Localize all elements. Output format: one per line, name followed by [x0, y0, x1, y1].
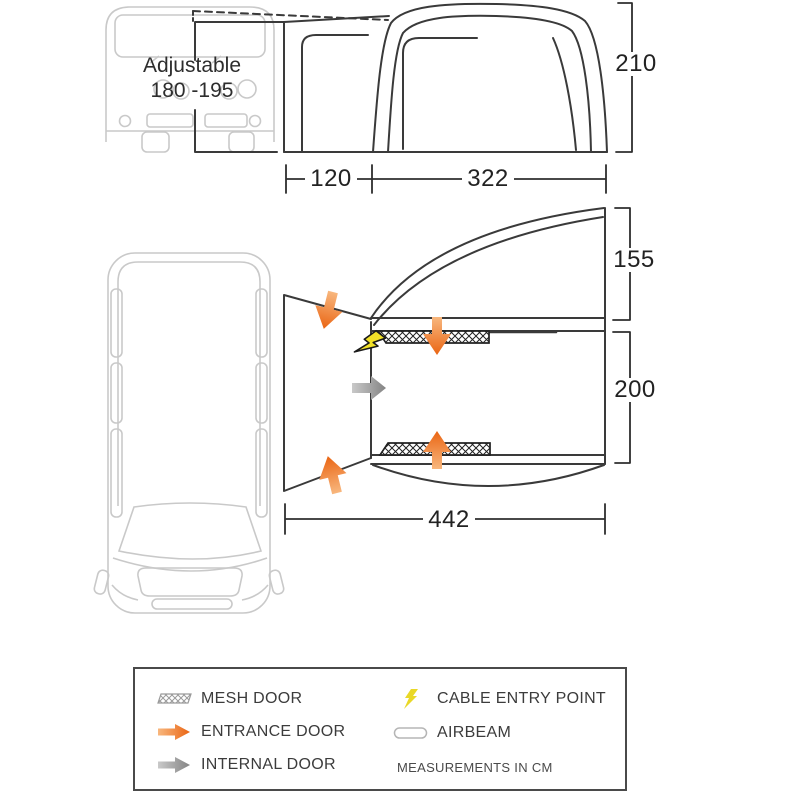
mesh-door-icon — [155, 692, 195, 706]
tunnel-door-line — [302, 35, 368, 152]
legend-label-internal-door: INTERNAL DOOR — [201, 756, 336, 773]
dimension-total-width-442: 442 — [423, 508, 475, 532]
legend-label-airbeam: AIRBEAM — [437, 724, 512, 741]
dimension-canopy-depth-155: 155 — [607, 248, 661, 272]
mesh-door-arrow-top — [423, 317, 451, 355]
dimension-room-depth-200: 200 — [608, 378, 662, 402]
adjustable-label-line1: Adjustable — [142, 54, 242, 77]
airbeam-icon — [391, 726, 431, 740]
dimension-height-210: 210 — [608, 52, 664, 76]
internal-door-arrow — [352, 376, 386, 400]
awning-window-line-right — [553, 38, 576, 150]
airbeam-arch-outer — [373, 4, 607, 152]
legend-row-entrance-door — [155, 720, 345, 744]
legend-label-cable-entry: CABLE ENTRY POINT — [437, 690, 606, 707]
dimension-tunnel-width-120: 120 — [305, 167, 357, 191]
legend-row-internal-door — [155, 753, 336, 777]
legend-box — [133, 667, 627, 791]
rear-wall-band — [371, 455, 605, 464]
rear-curve — [373, 465, 604, 486]
awning-window-line-left — [403, 38, 477, 149]
cable-entry-icon — [391, 688, 431, 710]
legend-row-airbeam — [391, 721, 511, 745]
entrance-door-icon — [155, 723, 195, 741]
canopy-curve-outer — [371, 208, 604, 318]
legend-label-entrance-door: ENTRANCE DOOR — [201, 723, 346, 740]
legend-label-mesh-door: MESH DOOR — [201, 690, 303, 707]
tunnel-side — [284, 16, 389, 152]
van-top-outline — [93, 253, 285, 613]
entrance-door-arrow-bottom — [314, 453, 350, 497]
adjustable-label-line2: 180 -195 — [150, 79, 234, 102]
dimension-body-width-322: 322 — [462, 167, 514, 191]
legend-row-cable-entry — [391, 687, 606, 711]
legend-measurements-note: MEASUREMENTS IN CM — [397, 760, 553, 775]
front-wall-band — [371, 318, 605, 331]
airbeam-arch-inner — [388, 16, 591, 152]
legend-row-mesh-door — [155, 687, 302, 711]
adjustable-height-label — [117, 53, 267, 103]
internal-door-icon — [155, 756, 195, 774]
